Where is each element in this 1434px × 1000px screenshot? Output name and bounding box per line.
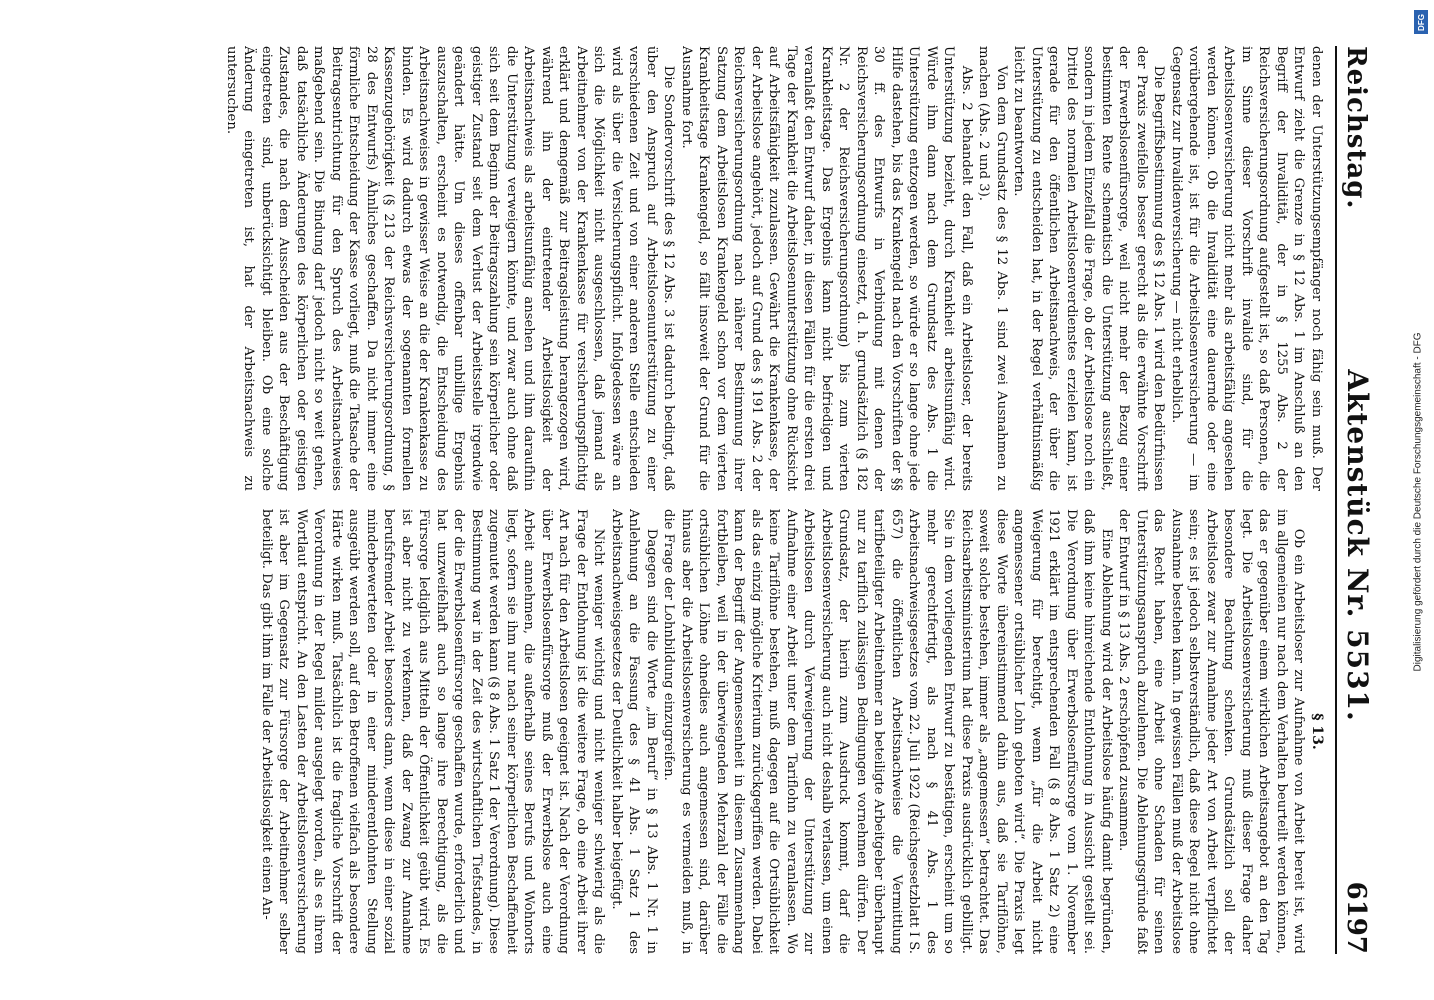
paragraph: Abs. 2 behandelt den Fall, daß ein Arbeitsloser, der bereits Unterstützung bezieht, durch Krankheit arbeitsunfähig wird. Würde ihm dann nach dem Grundsatz des Abs. 1 die Unterstützung entzogen werden, so würde er so lange ohne jede Hilfe dastehen, bis das Krankengeld nach den Vorschriften der §§ 30 ff. des Entwurfs in Verbindung mit denen der Reichsversicherungsordnung einsetzt, d. h. grundsätzlich (§ 182 Nr. 2 der Reichsversicherungsordnung) bis zum vierten Krankheitstage. Das Ergebnis kann nicht befriedigen und veranlaßt den Entwurf daher, in diesen Fällen für die ersten drei Tage der Krankheit die Arbeitslosenunterstützung ohne Rücksicht auf Arbeitsfähigkeit zuzulassen. Gewährt die Krankenkasse, der der Arbeitslose angehört, jedoch auf Grund des § 191 Abs. 2 der Reichsversicherungsordnung nach näherer Bestimmung ihrer Satzung dem Arbeitslosen Krankengeld schon vor dem vierten Krankheitstage Krankengeld, so fällt insoweit der Grund für die Ausnahme fort. [679,46,974,491]
digitization-credit-text: Digitalisierung gefördert durch die Deutsche Forschungsgemeinschaft - DFG [1412,332,1424,672]
page-header [1335,46,1374,954]
paragraph: Die Sondervorschrift des § 12 Abs. 3 ist dadurch bedingt, daß über den Anspruch auf Arbeitslosenunterstützung zu einer verschiedenen Zeit und von einer anderen Stelle entschieden wird als über die Versicherungspflicht. Infolgedessen wäre an sich die Möglichkeit nicht ausgeschlossen, daß jemand als Arbeitnehmer von der Krankenkasse für versicherungspflichtig erklärt und demgemäß zur Beitragsleistung herangezogen wird, während ihn der eintretender Arbeitslosigkeit der Arbeitsnachweis als arbeitsunfähig ansehen und ihm daraufhin die Unterstützung verweigern könnte, und zwar auch ohne daß sich seit dem Beginn der Beitragszahlung sein körperlicher oder geistiger Zustand seit dem Verlust der Arbeitsstelle irgendwie geändert hätte. Um dieses offenbar unbillige Ergebnis auszuschalten, erscheint es notwendig, die Entscheidung des Arbeitsnachweises in gewisser Weise an die der Krankenkasse zu binden. Es wird dadurch etwas der sogenannten formellen Kassenzugehörigkeit (§ 213 der Reichsversicherungsordnung, § 28 des Entwurfs) Ähnliches geschaffen. Da nicht immer eine förmliche Entscheidung der Kasse vorliegt, muß die Tatsache der Beitragsentrichtung für den Spruch des Arbeitsnachweises maßgebend sein. Die Bindung darf jedoch nicht so weit gehen, daß tatsächliche Änderungen des körperlichen oder geistigen Zustandes, die nach dem Ausscheiden aus der Beschäftigung eingetreten sind, unberücksichtigt bleiben. Ob eine solche Änderung eingetreten ist, hat der Arbeitsnachweis zu untersuchen. [224,46,677,491]
text-column-left [73,46,1325,491]
header-document-title: Aktenstück Nr. 5531. [1341,369,1374,722]
paragraph: Von dem Grundsatz des § 12 Abs. 1 sind zwei Ausnahmen zu machen (Abs. 2 und 3). [976,46,1009,491]
text-columns [73,46,1325,954]
document-page [42,30,1392,970]
text-column-right [73,509,1325,954]
paragraph: Die Begriffsbestimmung des § 12 Abs. 1 wird den Bedürfnissen der Praxis zweifellos besser gerecht als die erwähnte Vorschrift der Erwerbslosenfürsorge, weil nicht mehr der Bezug einer bestimmten Rente schematisch die Unterstützung ausschließt, sondern in jedem Einzelfall die Frage, ob der Arbeitslose noch ein Drittel des normalen Arbeitslosenverdienstes erzielen kann, ist gerade für den öffentlichen Arbeitsnachweis, der über die Unterstützung zu entscheiden hat, in der Regel verhältnismäßig leicht zu beantworten. [1011,46,1167,491]
paragraph: denen der Unterstützungsempfänger noch fähig sein muß. Der Entwurf zieht die Grenze in § 12 Abs. 1 im Anschluß an den Begriff der Invalidität, der in § 1255 Abs. 2 der Reichsversicherungsordnung aufgestellt ist, so daß Personen, die im Sinne dieser Vorschrift invalide sind, für die Arbeitslosenversicherung nicht mehr als arbeitsfähig angesehen werden können. Ob die Invalidität eine dauernde oder eine vorübergehende ist, ist für die Arbeitslosenversicherung — im Gegensatz zur Invalidenversicherung — nicht erheblich. [1169,46,1324,491]
paragraph: Dagegen sind die Worte „im Beruf“ in § 13 Abs. 1 Nr. 1 in Anlehnung an die Fassung des § 41 Abs. 1 Satz 1 des Arbeitsnachweisgesetzes der Deutlichkeit halber beigefügt. [609,509,659,954]
paragraph: Eine Ablehnung wird der Arbeitslose häufig damit begründen, daß ihm keine hinreichende Entlohnung in Aussicht gestellt sei. Die Verordnung über Erwerbslosenfürsorge vom 1. November 1921 erklärt im entsprechenden Fall (§ 8 Abs. 1 Satz 2) eine Weigerung für berechtigt, wenn „für die Arbeit nicht angemessener ortsüblicher Lohn geboten wird“. Die Praxis legt diese Worte übereinstimmend dahin aus, daß sie Tariflöhne, soweit solche bestehen, immer als „angemessen“ betrachtet. Das Reichsarbeitsministerium hat diese Praxis ausdrücklich gebilligt. Sie in dem vorliegenden Entwurf zu bestätigen, erscheint um so mehr gerechtfertigt, als nach § 41 Abs. 1 des Arbeitsnachweisgesetzes vom 22. Juli 1922 (Reichsgesetzblatt I S. 657) die öffentlichen Arbeitsnachweise die Vermittlung tarifbeteiligter Arbeitnehmer an beteiligte Arbeitgeber überhaupt nur zu tariflich zulässigen Bedingungen vornehmen dürfen. Der Grundsatz, der hierin zum Ausdruck kommt, darf die Arbeitslosenversicherung auch nicht deshalb verlassen, um einen Arbeitslosen durch Verweigerung der Unterstützung zur Aufnahme einer Arbeit unter dem Tariflohn zu veranlassen. Wo keine Tariflöhne bestehen, muß dagegen auf die Ortsüblichkeit als das einzig mögliche Kriterium zurückgegriffen werden. Dabei kann der Begriff der Angemessenheit in diesem Zusammenhang fortbleiben, weil in der überwiegenden Mehrzahl der Fälle die ortsüblichen Löhne ohnedies auch angemessen sind, darüber hinaus aber die Arbeitslosenversicherung es vermeiden muß, in die Frage der Lohnbildung einzugreifen. [661,509,1114,954]
paragraph: Ob ein Arbeitsloser zur Aufnahme von Arbeit bereit ist, wird im allgemeinen nur nach dem Verhalten beurteilt werden können, das er gegenüber einem wirklichen Arbeitsangebot an den Tag legt. Die Arbeitslosenversicherung muß dieser Frage daher besondere Beachtung schenken. Grundsätzlich soll der Arbeitslose zwar zur Annahme jeder Art von Arbeit verpflichtet sein; es ist jedoch selbstverständlich, daß diese Regel nicht ohne Ausnahme bestehen kann. In gewissen Fällen muß der Arbeitslose das Recht haben, eine Arbeit ohne Schaden für seinen Unterstützungsanspruch abzulehnen. Die Ablehnungsgründe faßt der Entwurf in § 13 Abs. 2 erschöpfend zusammen. [1116,509,1307,954]
section-heading: § 13. [1309,713,1325,750]
header-left-title: Reichstag. [1341,46,1371,210]
digitization-credit [1412,6,1430,986]
dfg-logo-text: DFG [1416,13,1426,31]
paragraph: Nicht weniger wichtig und nicht weniger schwierig als die Frage der Entlohnung ist die weitere Frage, ob eine Arbeit ihrer Art nach für den Arbeitslosen geeignet ist. Nach der Verordnung über Erwerbslosenfürsorge muß der Erwerbslose auch eine Arbeit annehmen, die außerhalb seines Berufs und Wohnorts liegt, sofern sie ihm nur nach seiner körperlichen Beschaffenheit zugemutet werden kann (§ 8 Abs. 1 Satz 1 der Verordnung). Diese Bestimmung war in der Zeit des wirtschaftlichen Tiefstandes, in der die Erwerbslosenfürsorge geschaffen wurde, erforderlich und hat unzweifelhaft auch so lange ihre Berechtigung, als die Fürsorge lediglich aus Mitteln der Öffentlichkeit geübt wird. Es ist aber nicht zu verkennen, daß der Zwang zur Annahme berufsfremder Arbeit besonders dann, wenn diese in einer sozial minderbewerteten oder in einer minderentlohnten Stellung ausgeübt werden soll, auf den Betroffenen vielfach als besondere Härte wirken muß. Tatsächlich ist die fragliche Vorschrift der Verordnung in der Regel milder ausgelegt worden, als es ihrem Wortlaut entspricht. An den Lasten der Arbeitslosenversicherung ist aber im Gegensatz zur Fürsorge der Arbeitnehmer selber beteiligt. Das gibt ihm im Falle der Arbeitslosigkeit einen An- [259,509,607,954]
dfg-logo [1414,10,1428,34]
page-number: 6197 [1341,881,1371,954]
